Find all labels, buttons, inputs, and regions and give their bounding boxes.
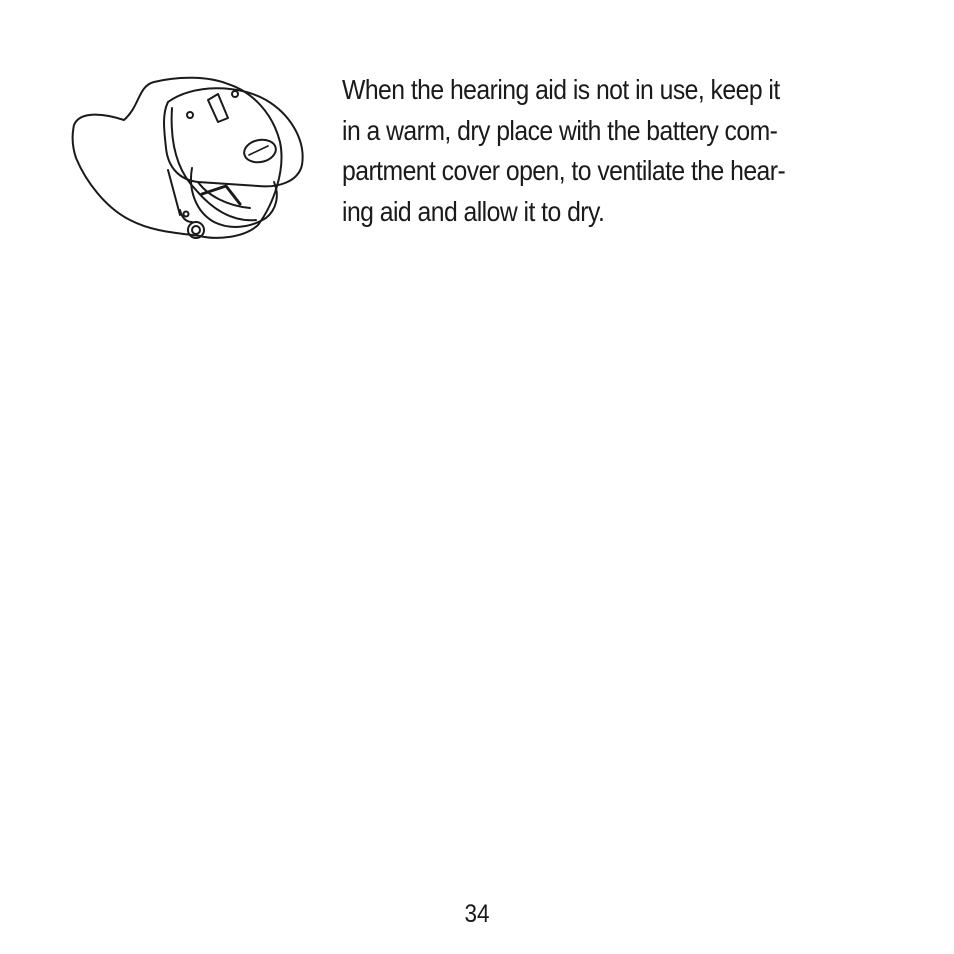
instruction-text [342,70,819,232]
instruction-line: When the hearing aid is not in use, keep it [342,74,780,105]
instruction-line: partment cover open, to ventilate the hear- [342,155,786,186]
instruction-line: ing aid and allow it to dry. [342,195,605,227]
page-number: 34 [464,900,490,928]
instruction-line: in a warm, dry place with the battery com- [342,114,778,146]
hearing-aid-open-battery-compartment-icon [68,70,318,245]
hearing-aid-illustration [68,70,318,245]
